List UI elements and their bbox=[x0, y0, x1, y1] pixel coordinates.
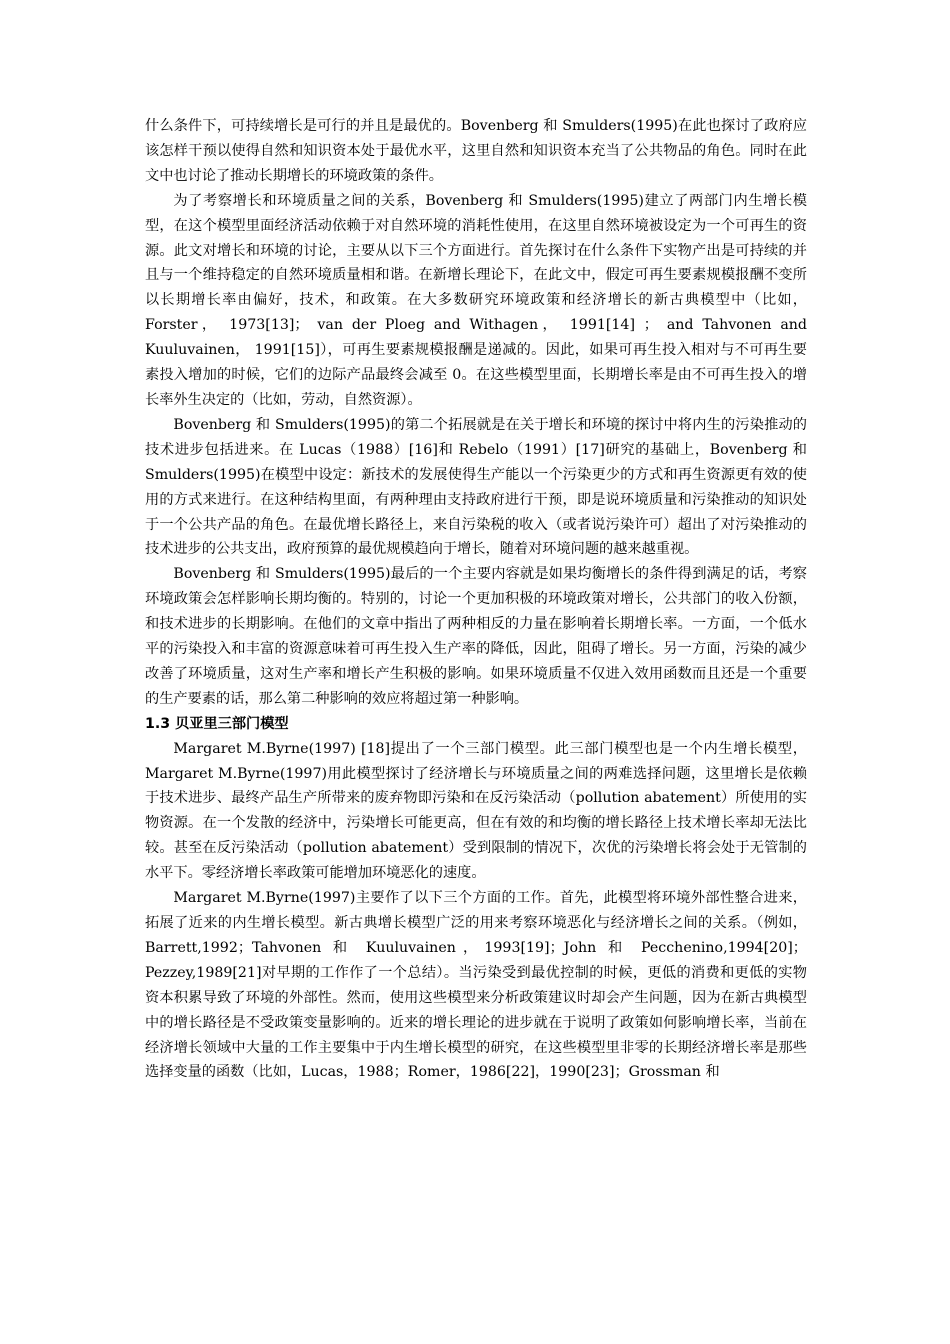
paragraph-3: Bovenberg 和 Smulders(1995)的第二个拓展就是在关于增长和环境的探讨中将内生的污染推动的技术进步包括进来。在 Lucas（1988）[16]和 Rebelo（1991）[17]研究的基础上，Bovenberg 和 Smulders(1995)在模型中设定：新技术的发展使得生产能以一个污染更少的方式和再生资源更有效的使用的方式来进行。在这种结构里面，有两种理由支持政府进行干预，即是说环境质量和污染推动的知识处于一个公共产品的角色。在最优增长路径上，来自污染税的收入（或者说污染许可）超出了对污染推动的技术进步的公共支出，政府预算的最优规模趋向于增长，随着对环境问题的越来越重视。 bbox=[145, 416, 807, 558]
document-page bbox=[145, 114, 807, 1085]
paragraph-5: Margaret M.Byrne(1997) [18]提出了一个三部门模型。此三部门模型也是一个内生增长模型，Margaret M.Byrne(1997)用此模型探讨了经济增长与环境质量之间的两难选择问题，这里增长是依赖于技术进步、最终产品生产所带来的废弃物即污染和在反污染活动（pollution abatement）所使用的实物资源。在一个发散的经济中，污染增长可能更高，但在有效的和均衡的增长路径上技术增长率却无法比较。甚至在反污染活动（pollution abatement）受到限制的情况下，次优的污染增长将会处于无管制的水平下。零经济增长率政策可能增加环境恶化的速度。 bbox=[145, 740, 807, 882]
paragraph-2: 为了考察增长和环境质量之间的关系，Bovenberg 和 Smulders(1995)建立了两部门内生增长模型，在这个模型里面经济活动依赖于对自然环境的消耗性使用，在这里自然环境被设定为一个可再生的资源。此文对增长和环境的讨论，主要从以下三个方面进行。首先探讨在什么条件下实物产出是可持续的并且与一个维持稳定的自然环境质量相和谐。在新增长理论下，在此文中，假定可再生要素规模报酬不变所以长期增长率由偏好，技术，和政策。在大多数研究环境政策和经济增长的新古典模型中（比如， Forster， 1973[13]； van der Ploeg and Withagen， 1991[14] ； and Tahvonen and Kuuluvainen， 1991[15]），可再生要素规模报酬是递减的。因此，如果可再生投入相对与不可再生要素投入增加的时候，它们的边际产品最终会减至 0。在这些模型里面，长期增长率是由不可再生投入的增长率外生决定的（比如，劳动，自然资源）。 bbox=[145, 192, 807, 408]
paragraph-6: Margaret M.Byrne(1997)主要作了以下三个方面的工作。首先，此模型将环境外部性整合进来，拓展了近来的内生增长模型。新古典增长模型广泛的用来考察环境恶化与经济增长之间的关系。（例如，Barrett,1992；Tahvonen 和 Kuuluvainen，1993[19]；John 和 Pecchenino,1994[20]；Pezzey,1989[21]对早期的工作作了一个总结）。当污染受到最优控制的时候，更低的消费和更低的实物资本积累导致了环境的外部性。然而，使用这些模型来分析政策建议时却会产生问题，因为在新古典模型中的增长路径是不受政策变量影响的。近来的增长理论的进步就在于说明了政策如何影响增长率，当前在经济增长领域中大量的工作主要集中于内生增长模型的研究，在这些模型里非零的长期经济增长率是那些选择变量的函数（比如，Lucas，1988；Romer，1986[22]，1990[23]；Grossman 和 bbox=[145, 890, 807, 1081]
section-heading: 1.3 贝亚里三部门模型 bbox=[145, 715, 289, 732]
paragraph-1: 什么条件下，可持续增长是可行的并且是最优的。Bovenberg 和 Smulders(1995)在此也探讨了政府应该怎样干预以使得自然和知识资本处于最优水平，这里自然和知识资本充当了公共物品的角色。同时在此文中也讨论了推动长期增长的环境政策的条件。 bbox=[145, 118, 807, 184]
paragraph-4: Bovenberg 和 Smulders(1995)最后的一个主要内容就是如果均衡增长的条件得到满足的话，考察环境政策会怎样影响长期均衡的。特别的，讨论一个更加积极的环境政策对增长，公共部门的收入份额，和技术进步的长期影响。在他们的文章中指出了两种相反的力量在影响着长期增长率。一方面，一个低水平的污染投入和丰富的资源意味着可再生投入生产率的降低，因此，阻碍了增长。另一方面，污染的减少改善了环境质量，这对生产率和增长产生积极的影响。如果环境质量不仅进入效用函数而且还是一个重要的生产要素的话，那么第二种影响的效应将超过第一种影响。 bbox=[145, 566, 807, 707]
